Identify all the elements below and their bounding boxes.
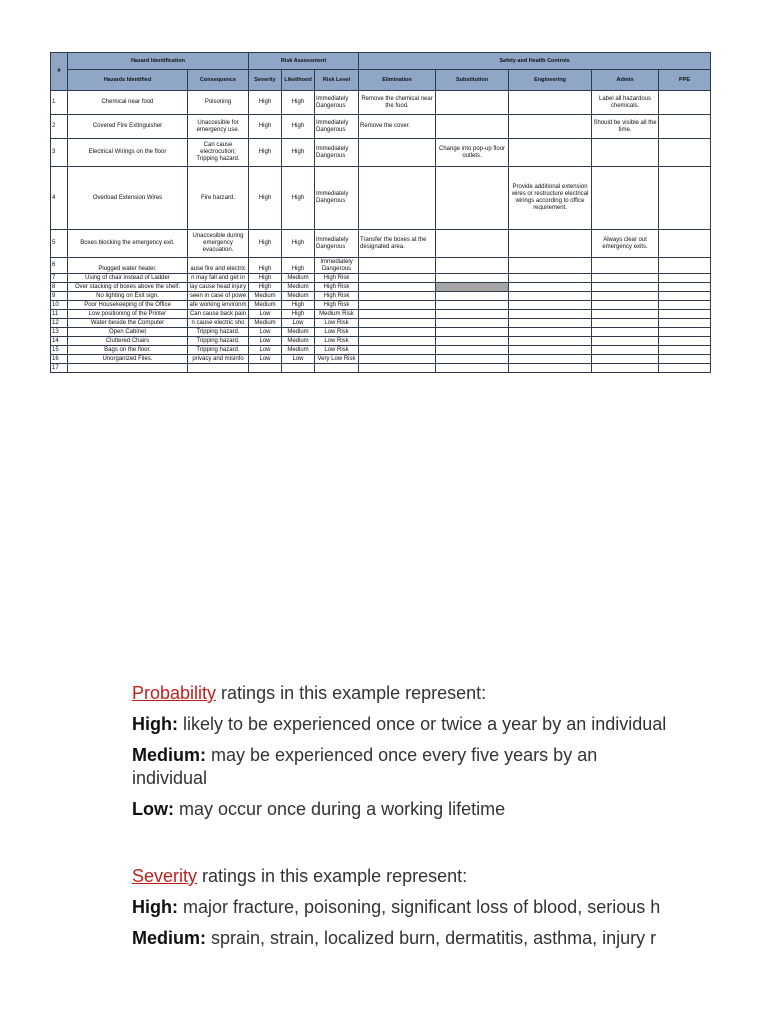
engineering-cell xyxy=(509,319,592,328)
table-row xyxy=(51,355,711,364)
consequence-cell xyxy=(188,364,249,373)
hazard-cell: Plugged water heater. xyxy=(68,258,188,274)
engineering-cell xyxy=(509,139,592,167)
row-number: 8 xyxy=(51,283,68,292)
hazard-cell: Overload Extension Wires xyxy=(68,167,188,230)
column-header-likelihood: Likelihood xyxy=(282,70,315,91)
row-number: 17 xyxy=(51,364,68,373)
severity-cell: Low xyxy=(249,337,282,346)
substitution-cell xyxy=(436,115,509,139)
risk-level-cell: Medium Risk xyxy=(315,310,359,319)
likelihood-cell: Medium xyxy=(282,274,315,283)
engineering-cell xyxy=(509,283,592,292)
hazard-cell: No lighting on Exit sign. xyxy=(68,292,188,301)
consequence-cell: privacy and misinfo xyxy=(188,355,249,364)
elimination-cell: Remove the chemical near the food. xyxy=(359,91,436,115)
consequence-cell: Fire harzard. xyxy=(188,167,249,230)
severity-cell: Medium xyxy=(249,292,282,301)
column-header-consequence: Consequence xyxy=(188,70,249,91)
risk-level-cell: High Risk xyxy=(315,283,359,292)
risk-assessment-header: Risk Assessment xyxy=(249,53,359,70)
elimination-cell xyxy=(359,283,436,292)
engineering-cell xyxy=(509,337,592,346)
ppe-cell xyxy=(659,364,711,373)
likelihood-cell xyxy=(282,364,315,373)
likelihood-cell: High xyxy=(282,310,315,319)
risk-level-cell: Low Risk xyxy=(315,337,359,346)
ppe-cell xyxy=(659,346,711,355)
elimination-cell xyxy=(359,139,436,167)
substitution-cell xyxy=(436,301,509,310)
substitution-cell: Change into pop-up floor outlets. xyxy=(436,139,509,167)
hazard-cell: Over stacking of boxes above the shelf. xyxy=(68,283,188,292)
consequence-cell: n may fall and get in xyxy=(188,274,249,283)
severity-high xyxy=(132,896,668,919)
table-row xyxy=(51,139,711,167)
admin-cell xyxy=(592,364,659,373)
column-header-elimination: Elimination xyxy=(359,70,436,91)
consequence-cell: lay cause head injury xyxy=(188,283,249,292)
consequence-cell: n cause electric sho xyxy=(188,319,249,328)
ppe-cell xyxy=(659,283,711,292)
elimination-cell xyxy=(359,258,436,274)
probability-heading xyxy=(132,682,668,705)
probability-intro: ratings in this example represent: xyxy=(216,683,487,703)
engineering-cell xyxy=(509,346,592,355)
substitution-cell xyxy=(436,230,509,258)
row-number: 10 xyxy=(51,301,68,310)
consequence-cell: Can cause back pain xyxy=(188,310,249,319)
likelihood-cell: Low xyxy=(282,319,315,328)
likelihood-cell: Medium xyxy=(282,328,315,337)
safety-health-controls-header: Safety and Health Controls xyxy=(359,53,711,70)
likelihood-cell: High xyxy=(282,258,315,274)
probability-high-label: High: xyxy=(132,714,178,734)
admin-cell: Label all hazardous chemicals. xyxy=(592,91,659,115)
risk-level-cell xyxy=(315,364,359,373)
substitution-cell xyxy=(436,346,509,355)
hazard-cell: Unorganized Files. xyxy=(68,355,188,364)
consequence-cell: Unaccesible for emergency use. xyxy=(188,115,249,139)
table-row xyxy=(51,310,711,319)
hazard-cell: Chemical near food xyxy=(68,91,188,115)
risk-level-cell: Immediately Dangerous xyxy=(315,115,359,139)
severity-cell: High xyxy=(249,283,282,292)
substitution-cell xyxy=(436,167,509,230)
substitution-cell xyxy=(436,319,509,328)
row-number: 3 xyxy=(51,139,68,167)
elimination-cell xyxy=(359,319,436,328)
severity-cell: Low xyxy=(249,328,282,337)
row-number: 12 xyxy=(51,319,68,328)
engineering-cell xyxy=(509,258,592,274)
hazard-cell: Boxes blocking the emergency exit. xyxy=(68,230,188,258)
admin-cell xyxy=(592,310,659,319)
hazard-cell: Bags on the floor. xyxy=(68,346,188,355)
row-number: 7 xyxy=(51,274,68,283)
consequence-cell: ause fire and electric xyxy=(188,258,249,274)
hazard-identification-header: Hazard Identification xyxy=(68,53,249,70)
severity-high-label: High: xyxy=(132,897,178,917)
probability-medium xyxy=(132,744,668,790)
engineering-cell: Provide additional extension wires or restructure electrical wirings according to office requirement. xyxy=(509,167,592,230)
consequence-cell: Can cause electrocution; Tripping hazard. xyxy=(188,139,249,167)
ppe-cell xyxy=(659,115,711,139)
likelihood-cell: High xyxy=(282,91,315,115)
row-number: 1 xyxy=(51,91,68,115)
substitution-cell xyxy=(436,310,509,319)
admin-cell xyxy=(592,319,659,328)
probability-low-label: Low: xyxy=(132,799,174,819)
probability-medium-label: Medium: xyxy=(132,745,206,765)
ppe-cell xyxy=(659,167,711,230)
severity-cell: High xyxy=(249,258,282,274)
risk-level-cell: Low Risk xyxy=(315,328,359,337)
risk-level-cell: Immediately Dangerous xyxy=(315,91,359,115)
elimination-cell xyxy=(359,328,436,337)
elimination-cell xyxy=(359,337,436,346)
severity-medium-text: sprain, strain, localized burn, dermatitis, asthma, injury r xyxy=(206,928,657,948)
elimination-cell: Remove the cover. xyxy=(359,115,436,139)
table-row xyxy=(51,292,711,301)
probability-low xyxy=(132,798,668,821)
column-header-risk-level: Risk Level xyxy=(315,70,359,91)
likelihood-cell: High xyxy=(282,139,315,167)
severity-cell: Low xyxy=(249,346,282,355)
risk-level-cell: High Risk xyxy=(315,274,359,283)
row-number: 4 xyxy=(51,167,68,230)
table-row xyxy=(51,91,711,115)
hazard-cell: Using of chair instead of Ladder xyxy=(68,274,188,283)
consequence-cell: Poisoning xyxy=(188,91,249,115)
hazard-cell: Covered Fire Extinguisher xyxy=(68,115,188,139)
hazard-cell: Low positioning of the Printer xyxy=(68,310,188,319)
risk-level-cell: Immediately Dangerous xyxy=(315,167,359,230)
table-row xyxy=(51,337,711,346)
ppe-cell xyxy=(659,328,711,337)
consequence-cell: Tripping hazard. xyxy=(188,328,249,337)
severity-cell: High xyxy=(249,115,282,139)
substitution-cell-highlighted xyxy=(436,283,509,292)
risk-level-cell: Low Risk xyxy=(315,346,359,355)
admin-cell xyxy=(592,346,659,355)
substitution-cell xyxy=(436,91,509,115)
consequence-cell: Tripping hazard. xyxy=(188,337,249,346)
ppe-cell xyxy=(659,337,711,346)
risk-level-cell: High Risk xyxy=(315,301,359,310)
table-row xyxy=(51,364,711,373)
hazard-cell: Electrical Wirings on the floor xyxy=(68,139,188,167)
severity-intro: ratings in this example represent: xyxy=(197,866,468,886)
hazard-cell: Poor Housekeeping of the Office xyxy=(68,301,188,310)
engineering-cell xyxy=(509,328,592,337)
elimination-cell xyxy=(359,346,436,355)
risk-level-cell: Immediately Dangerous xyxy=(315,230,359,258)
column-header-engineering: Engineering xyxy=(509,70,592,91)
admin-cell: Should be visible all the time. xyxy=(592,115,659,139)
table-row xyxy=(51,258,711,274)
row-number: 5 xyxy=(51,230,68,258)
table-row xyxy=(51,346,711,355)
elimination-cell xyxy=(359,301,436,310)
consequence-cell: seen in case of powe xyxy=(188,292,249,301)
severity-high-text: major fracture, poisoning, significant loss of blood, serious h xyxy=(177,897,661,917)
table-row xyxy=(51,319,711,328)
admin-cell xyxy=(592,292,659,301)
risk-level-cell: Low Risk xyxy=(315,319,359,328)
probability-low-text: may occur once during a working lifetime xyxy=(174,799,506,819)
risk-level-cell: Very Low Risk xyxy=(315,355,359,364)
engineering-cell xyxy=(509,355,592,364)
elimination-cell xyxy=(359,310,436,319)
likelihood-cell: High xyxy=(282,301,315,310)
ppe-cell xyxy=(659,292,711,301)
elimination-cell xyxy=(359,167,436,230)
admin-cell xyxy=(592,355,659,364)
row-number: 11 xyxy=(51,310,68,319)
hazard-cell: Water beside the Computer xyxy=(68,319,188,328)
severity-cell: High xyxy=(249,139,282,167)
elimination-cell xyxy=(359,364,436,373)
table-row xyxy=(51,328,711,337)
probability-high xyxy=(132,713,668,736)
elimination-cell xyxy=(359,355,436,364)
severity-cell: Low xyxy=(249,355,282,364)
likelihood-cell: High xyxy=(282,230,315,258)
ppe-cell xyxy=(659,274,711,283)
risk-level-cell: Immediately Dangerous xyxy=(315,258,359,274)
ppe-cell xyxy=(659,319,711,328)
substitution-cell xyxy=(436,258,509,274)
hazard-cell: Open Cabinet xyxy=(68,328,188,337)
severity-cell: High xyxy=(249,230,282,258)
table-row xyxy=(51,230,711,258)
row-number-header: # xyxy=(51,53,68,91)
likelihood-cell: High xyxy=(282,167,315,230)
hazard-cell xyxy=(68,364,188,373)
column-header-admin: Admin xyxy=(592,70,659,91)
rating-definitions xyxy=(132,682,668,1024)
hazard-cell: Cluttered Chairs xyxy=(68,337,188,346)
column-header-ppe: PPE xyxy=(659,70,711,91)
consequence-cell: afe working environm xyxy=(189,301,247,308)
substitution-cell xyxy=(436,292,509,301)
ppe-cell xyxy=(659,258,711,274)
admin-cell xyxy=(592,283,659,292)
severity-keyword: Severity xyxy=(132,866,198,886)
likelihood-cell: High xyxy=(282,115,315,139)
table-row xyxy=(51,274,711,283)
admin-cell xyxy=(592,274,659,283)
likelihood-cell: Medium xyxy=(282,292,315,301)
table-row xyxy=(51,167,711,230)
column-header-severity: Severity xyxy=(249,70,282,91)
severity-heading xyxy=(132,865,668,888)
table-row xyxy=(51,115,711,139)
row-number: 6 xyxy=(51,258,68,274)
admin-cell xyxy=(592,139,659,167)
engineering-cell xyxy=(509,230,592,258)
table-row xyxy=(51,301,711,310)
engineering-cell xyxy=(509,274,592,283)
row-number: 2 xyxy=(51,115,68,139)
severity-cell: Medium xyxy=(249,301,282,310)
severity-medium xyxy=(132,927,668,950)
severity-cell: High xyxy=(249,167,282,230)
severity-cell: High xyxy=(249,274,282,283)
admin-cell: Always clear out emergency exits. xyxy=(592,230,659,258)
substitution-cell xyxy=(436,337,509,346)
engineering-cell xyxy=(509,301,592,310)
substitution-cell xyxy=(436,364,509,373)
row-number: 13 xyxy=(51,328,68,337)
substitution-cell xyxy=(436,328,509,337)
table-row xyxy=(51,283,711,292)
column-header-substitution: Substitution xyxy=(436,70,509,91)
likelihood-cell: Medium xyxy=(282,337,315,346)
engineering-cell xyxy=(509,364,592,373)
severity-cell: Low xyxy=(249,310,282,319)
elimination-cell: Transfer the boxes at the designated area. xyxy=(359,230,436,258)
admin-cell xyxy=(592,328,659,337)
admin-cell xyxy=(592,167,659,230)
ppe-cell xyxy=(659,310,711,319)
elimination-cell xyxy=(359,274,436,283)
engineering-cell xyxy=(509,91,592,115)
severity-cell: High xyxy=(249,91,282,115)
ppe-cell xyxy=(659,230,711,258)
admin-cell xyxy=(592,258,659,274)
consequence-cell: Tripping hazard. xyxy=(188,346,249,355)
severity-cell: Medium xyxy=(249,319,282,328)
engineering-cell xyxy=(509,310,592,319)
row-number: 15 xyxy=(51,346,68,355)
engineering-cell xyxy=(509,115,592,139)
engineering-cell xyxy=(509,292,592,301)
row-number: 14 xyxy=(51,337,68,346)
probability-medium-text: may be experienced once every five years by an individual xyxy=(132,745,598,788)
consequence-cell: Unaccesible during emergency evacuation. xyxy=(188,230,249,258)
row-number: 9 xyxy=(51,292,68,301)
ppe-cell xyxy=(659,355,711,364)
likelihood-cell: Medium xyxy=(282,283,315,292)
elimination-cell xyxy=(359,292,436,301)
risk-level-cell: High Risk xyxy=(315,292,359,301)
probability-high-text: likely to be experienced once or twice a year by an individual xyxy=(177,714,667,734)
likelihood-cell: Low xyxy=(282,355,315,364)
likelihood-cell: Medium xyxy=(282,346,315,355)
hazard-register-table xyxy=(50,52,711,373)
admin-cell xyxy=(592,337,659,346)
severity-medium-label: Medium: xyxy=(132,928,206,948)
substitution-cell xyxy=(436,355,509,364)
severity-cell xyxy=(249,364,282,373)
ppe-cell xyxy=(659,139,711,167)
admin-cell xyxy=(592,301,659,310)
row-number: 16 xyxy=(51,355,68,364)
probability-keyword: Probability xyxy=(132,683,217,703)
ppe-cell xyxy=(659,91,711,115)
risk-level-cell: Immediately Dangerous xyxy=(315,139,359,167)
ppe-cell xyxy=(659,301,711,310)
column-header-hazards: Hazards Identified xyxy=(68,70,188,91)
substitution-cell xyxy=(436,274,509,283)
